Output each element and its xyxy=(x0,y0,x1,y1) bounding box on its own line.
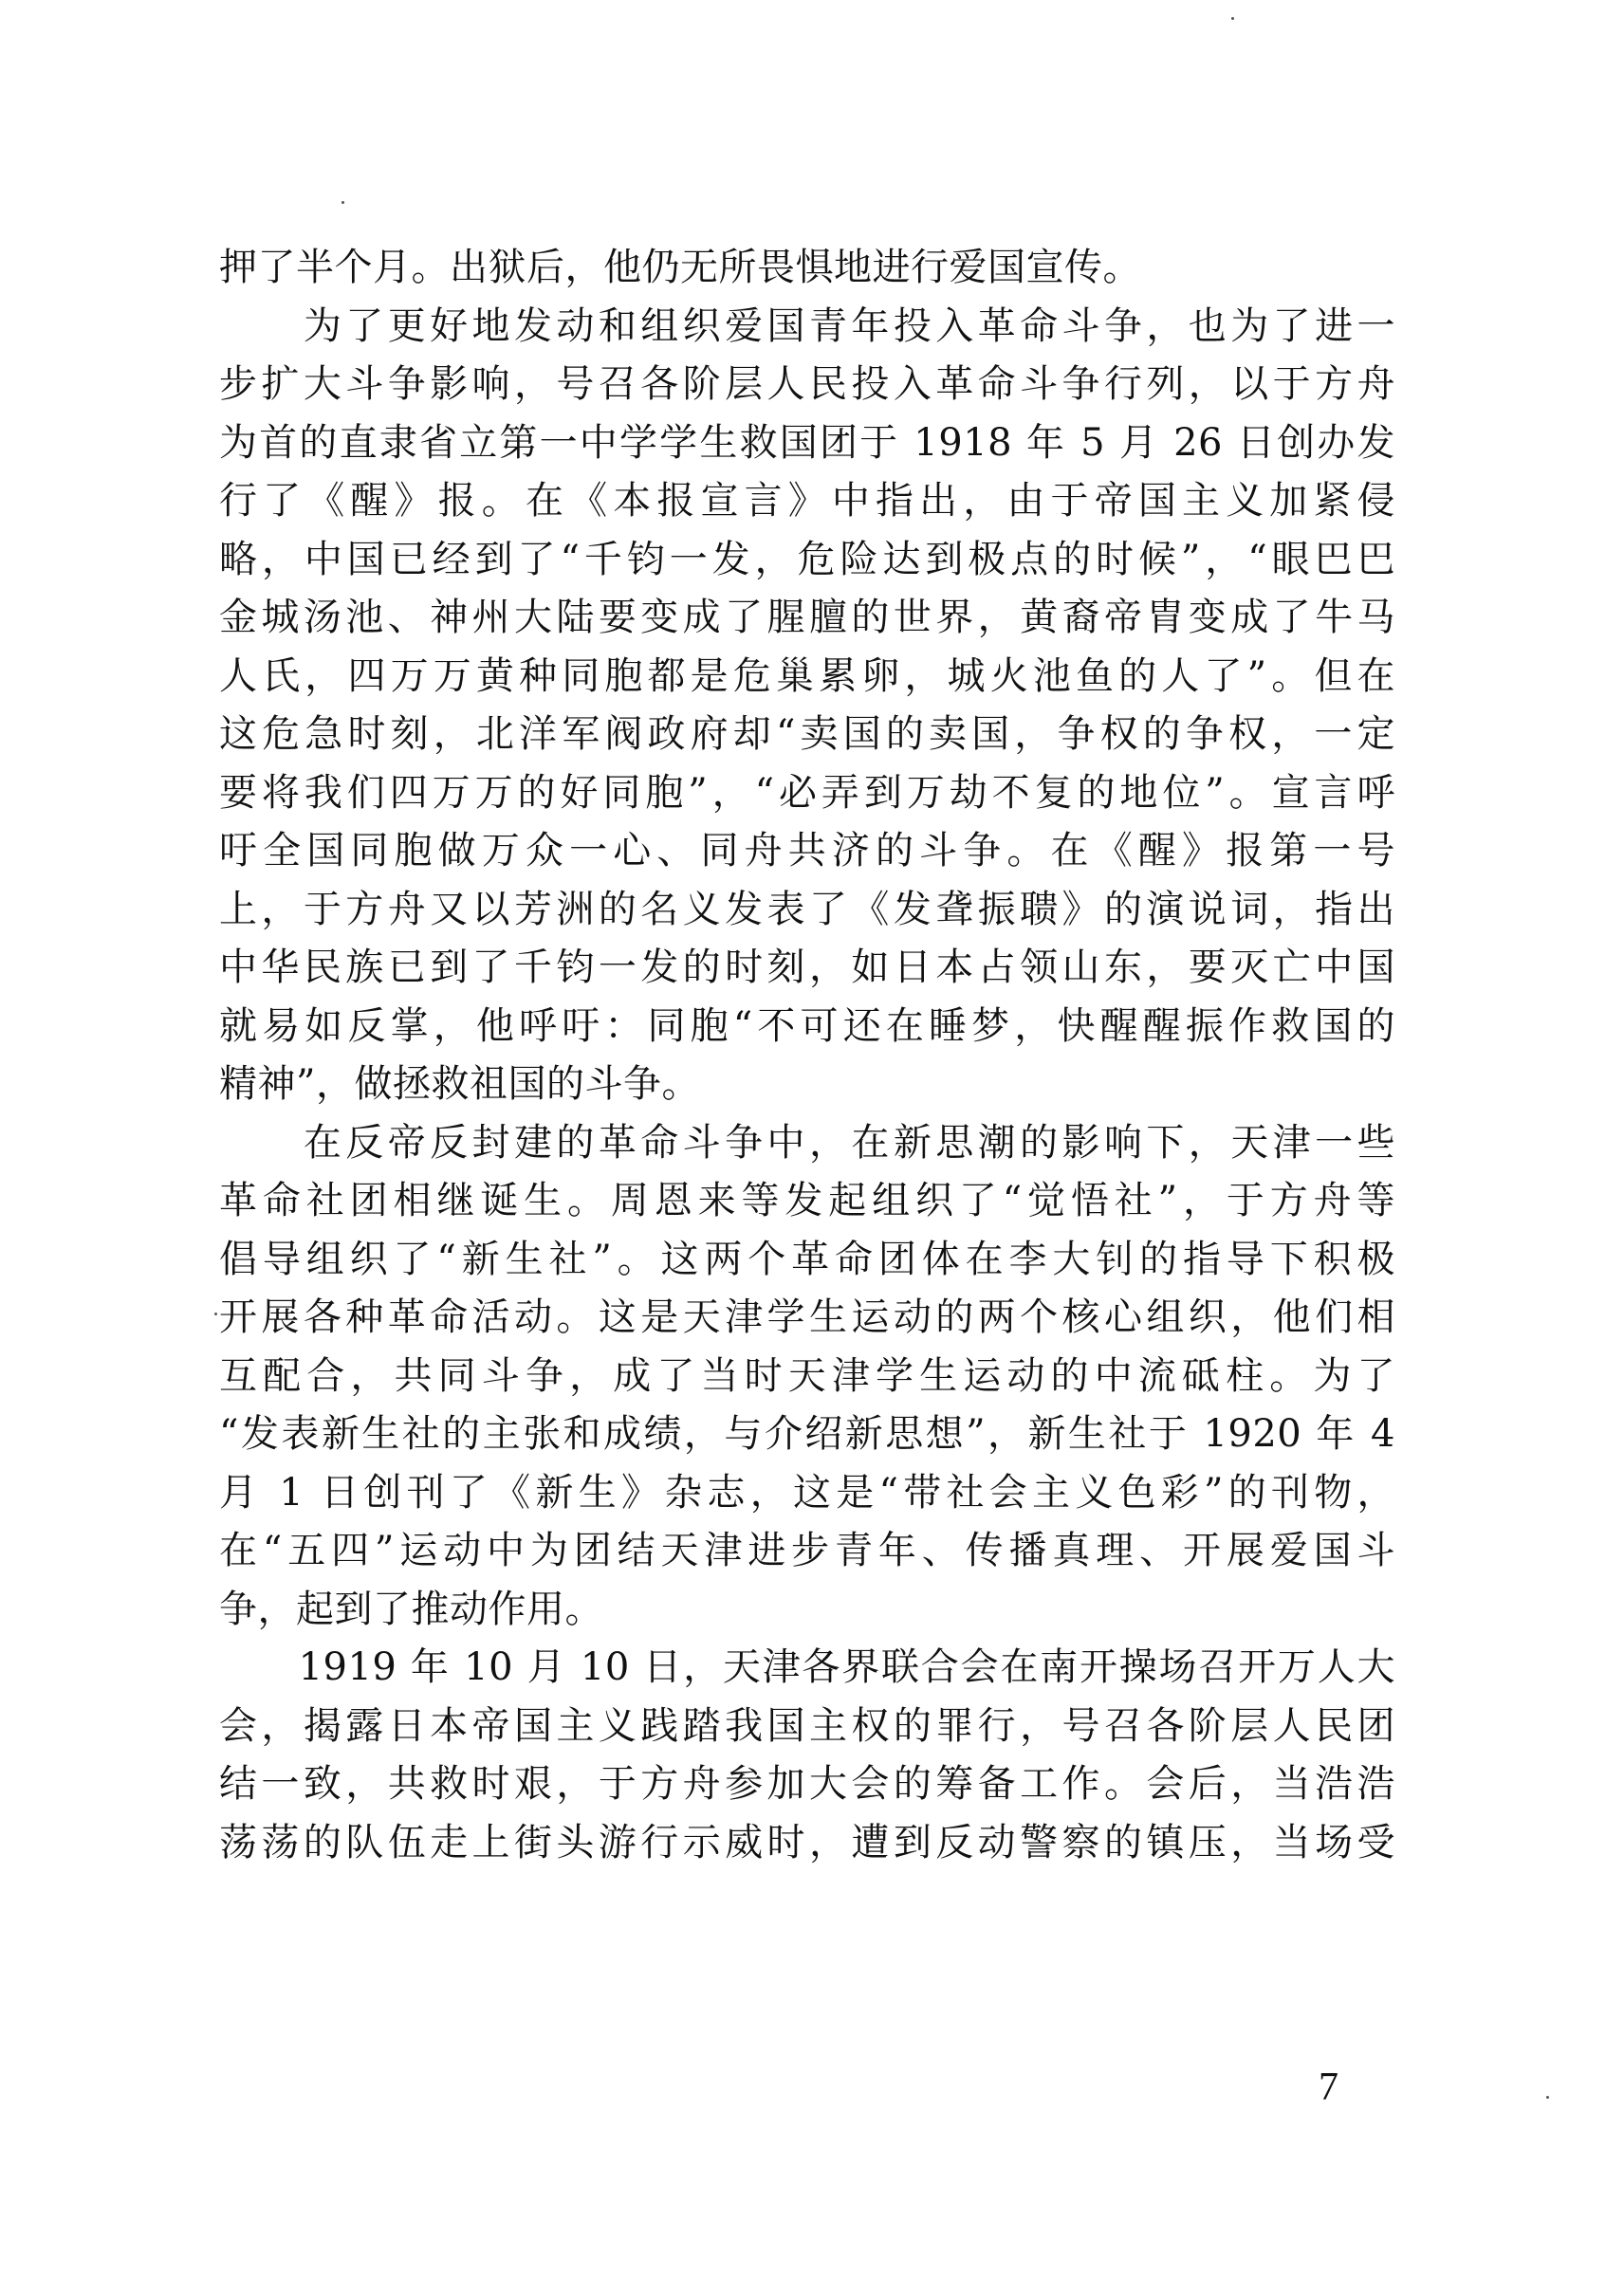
text-line: 荡荡的队伍走上街头游行示威时，遭到反动警察的镇压，当场受 xyxy=(219,1820,1395,1864)
text-line: 人氏，四万万黄种同胞都是危巢累卵，城火池鱼的人了”。但在 xyxy=(219,653,1395,698)
text-line: 互配合，共同斗争，成了当时天津学生运动的中流砥柱。为了 xyxy=(219,1353,1395,1398)
text-line: 1919 年 10 月 10 日，天津各界联合会在南开操场召开万人大 xyxy=(219,1645,1395,1689)
text-line: 吁全国同胞做万众一心、同舟共济的斗争。在《醒》报第一号 xyxy=(219,829,1395,872)
text-line: 金城汤池、神州大陆要变成了腥膻的世界，黄裔帝胄变成了牛马 xyxy=(219,596,1395,639)
text-line: 为首的直隶省立第一中学学生救国团于 1918 年 5 月 26 日创办发 xyxy=(219,420,1395,465)
text-line: 略，中国已经到了“千钧一发，危险达到极点的时候”，“眼巴巴 xyxy=(219,537,1395,581)
scan-speck xyxy=(214,1313,217,1315)
text-line: 革命社团相继诞生。周恩来等发起组织了“觉悟社”，于方舟等 xyxy=(219,1179,1395,1222)
text-line: 精神”，做拯救祖国的斗争。 xyxy=(219,1062,700,1106)
text-line: 就易如反掌，他呼吁：同胞“不可还在睡梦，快醒醒振作救国的 xyxy=(219,1003,1395,1048)
text-line: 步扩大斗争影响，号召各阶层人民投入革命斗争行列，以于方舟 xyxy=(219,362,1395,406)
text-line: 在“五四”运动中为团结天津进步青年、传播真理、开展爱国斗 xyxy=(219,1529,1395,1572)
text-line: 这危急时刻，北洋军阀政府却“卖国的卖国，争权的争权，一定 xyxy=(219,712,1395,756)
text-line: “发表新生社的主张和成绩，与介绍新思想”，新生社于 1920 年 4 xyxy=(219,1412,1395,1456)
text-line: 会，揭露日本帝国主义践踏我国主权的罪行，号召各阶层人民团 xyxy=(219,1703,1395,1748)
text-line: 押了半个月。出狱后，他仍无所畏惧地进行爱国宣传。 xyxy=(219,246,1141,289)
text-line: 中华民族已到了千钧一发的时刻，如日本占领山东，要灭亡中国 xyxy=(219,946,1395,989)
scan-speck xyxy=(1231,17,1234,20)
text-line: 月 1 日创刊了《新生》杂志，这是“带社会主义色彩”的刊物， xyxy=(219,1470,1395,1515)
text-line: 为了更好地发动和组织爱国青年投入革命斗争，也为了进一 xyxy=(219,303,1395,348)
text-line: 行了《醒》报。在《本报宣言》中指出，由于帝国主义加紧侵 xyxy=(219,479,1395,523)
text-line: 上，于方舟又以芳洲的名义发表了《发聋振聩》的演说词，指出 xyxy=(219,887,1395,931)
scan-speck xyxy=(1546,2096,1549,2099)
body-text xyxy=(219,239,1395,1872)
text-line: 要将我们四万万的好同胞”，“必弄到万劫不复的地位”。宣言呼 xyxy=(219,770,1395,815)
page-number: 7 xyxy=(1319,2066,1338,2109)
text-line: 结一致，共救时艰，于方舟参加大会的筹备工作。会后，当浩浩 xyxy=(219,1762,1395,1806)
text-line: 在反帝反封建的革命斗争中，在新思潮的影响下，天津一些 xyxy=(219,1120,1395,1165)
text-line: 争，起到了推动作用。 xyxy=(219,1587,603,1631)
text-line: 开展各种革命活动。这是天津学生运动的两个核心组织，他们相 xyxy=(219,1295,1395,1339)
scan-speck xyxy=(341,201,344,204)
text-line: 倡导组织了“新生社”。这两个革命团体在李大钊的指导下积极 xyxy=(219,1237,1395,1281)
